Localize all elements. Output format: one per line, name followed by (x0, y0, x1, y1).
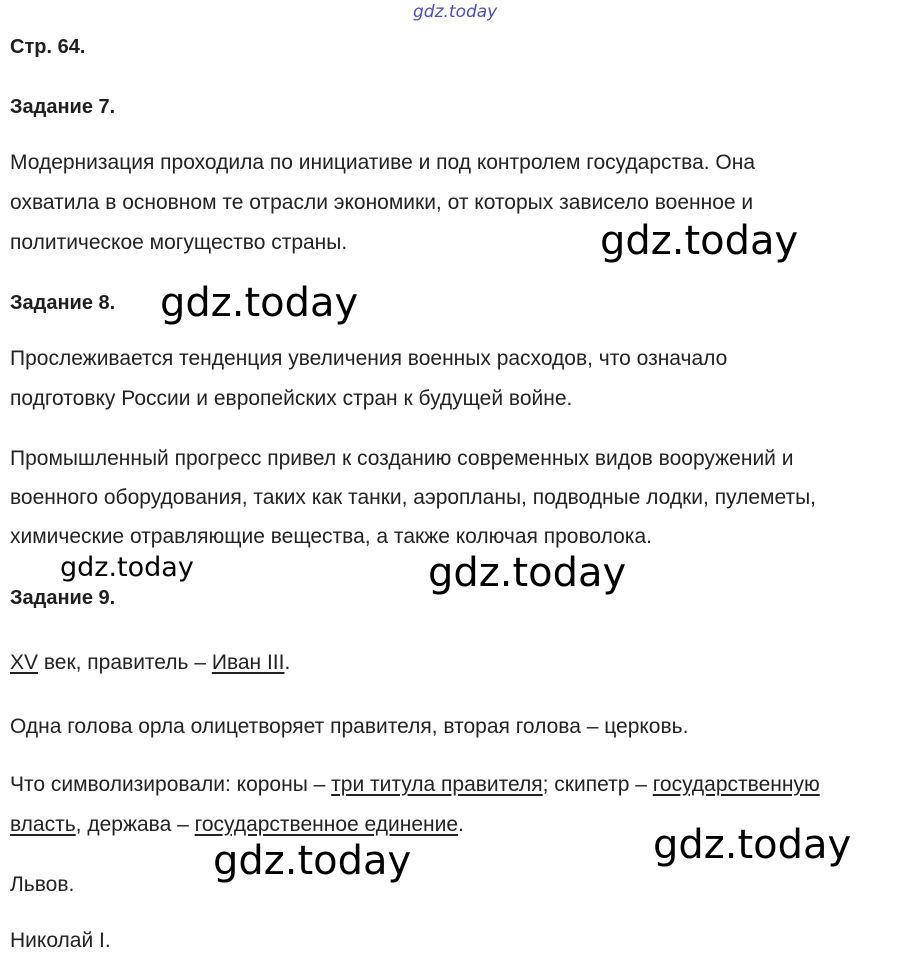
task-9-answer-nicholas: Николай I. (10, 929, 111, 952)
symbols-separator-2: , держава – (75, 813, 195, 836)
period: . (284, 651, 291, 674)
task-7-line-1: Модернизация проходила по инициативе и под контролем государства. Она (10, 151, 756, 174)
page-number: Стр. 64. (10, 36, 86, 58)
task-8-para1-line-2: подготовку России и европейских стран к будущей войне. (10, 387, 573, 410)
task-7-heading: Задание 7. (10, 96, 116, 118)
task-9-symbols-line-1 (10, 772, 820, 798)
symbols-separator-1: ; скипетр – (542, 773, 653, 796)
watermark-4: gdz.today (428, 550, 627, 596)
century-ruler-connector: век, правитель – (38, 651, 212, 674)
scepter-answer-part-1: государственную (652, 773, 820, 796)
century-answer: XV (10, 651, 39, 674)
watermark-6: gdz.today (213, 838, 412, 884)
task-8-para1-line-1: Прослеживается тенденция увеличения военных расходов, что означало (10, 347, 728, 370)
task-8-para2-line-1: Промышленный прогресс привел к созданию современных видов вооружений и (10, 447, 794, 470)
scepter-answer-part-2: власть (10, 813, 76, 836)
task-9-century-ruler (10, 650, 290, 676)
task-9-eagle-line: Одна голова орла олицетворяет правителя, вторая голова – церковь. (10, 715, 689, 738)
task-7-line-3: политическое могущество страны. (10, 231, 348, 254)
period: . (458, 813, 464, 836)
ruler-answer: Иван III (211, 651, 285, 674)
watermark-5: gdz.today (653, 822, 852, 868)
task-9-answer-lvov: Львов. (10, 873, 75, 896)
task-8-heading: Задание 8. (10, 292, 116, 314)
watermark-top: gdz.today (413, 2, 498, 22)
task-9-symbols-line-2 (10, 812, 464, 838)
crowns-answer: три титула правителя (331, 773, 543, 796)
task-8-para2-line-3: химические отравляющие вещества, а также колючая проволока. (10, 525, 652, 548)
watermark-1: gdz.today (600, 218, 799, 264)
watermark-3: gdz.today (60, 552, 194, 583)
task-9-heading: Задание 9. (10, 587, 116, 609)
orb-answer: государственное единение (194, 813, 459, 836)
watermark-2: gdz.today (160, 280, 359, 326)
symbols-intro: Что символизировали: короны – (10, 773, 332, 796)
task-8-para2-line-2: военного оборудования, таких как танки, аэропланы, подводные лодки, пулеметы, (10, 486, 817, 509)
task-7-line-2: охватила в основном те отрасли экономики, от которых зависело военное и (10, 191, 754, 214)
